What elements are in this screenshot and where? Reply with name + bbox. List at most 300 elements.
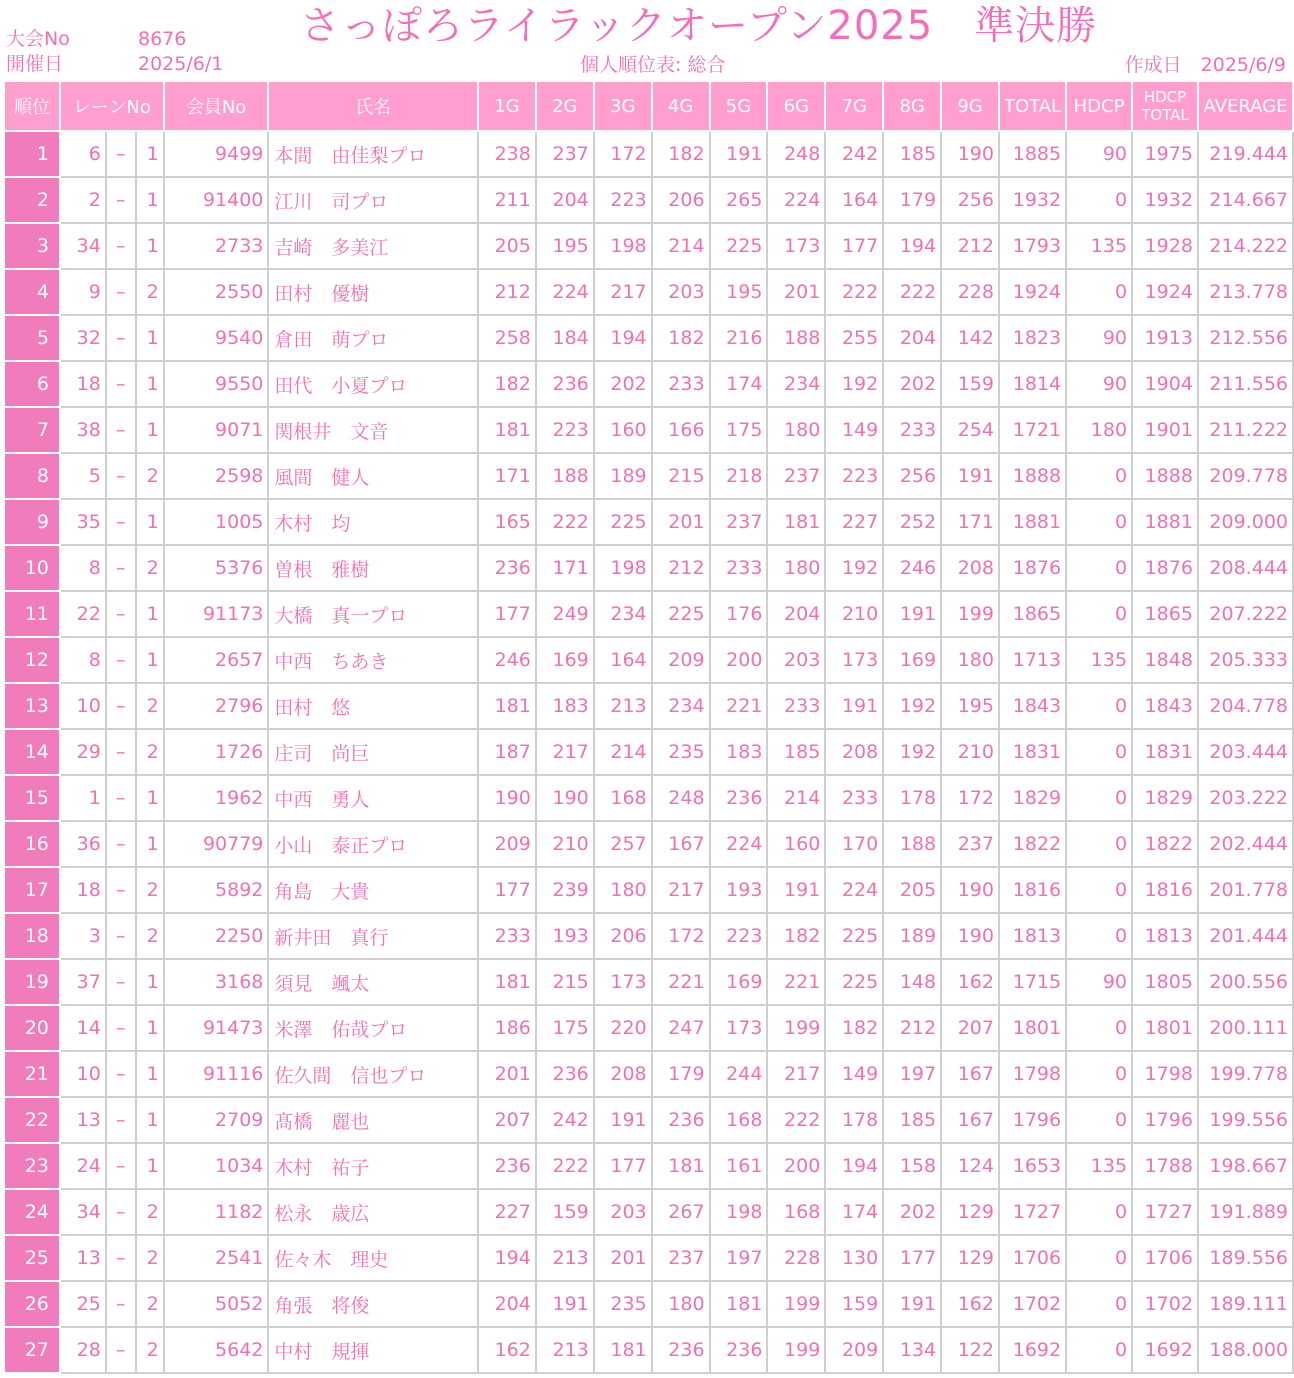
game-9-score-cell: 190	[941, 131, 999, 177]
game-7-score-cell: 192	[825, 545, 883, 591]
total-cell: 1865	[999, 591, 1066, 637]
lane-separator: –	[106, 545, 136, 591]
rank-cell: 22	[4, 1097, 60, 1143]
game-2-score-cell: 236	[536, 1051, 594, 1097]
game-6-score-cell: 185	[767, 729, 825, 775]
lane-cell: 18	[60, 361, 106, 407]
lane-cell: 10	[60, 683, 106, 729]
lane-cell: 8	[60, 637, 106, 683]
total-cell: 1801	[999, 1005, 1066, 1051]
game-6-score-cell: 237	[767, 453, 825, 499]
game-8-score-cell: 246	[883, 545, 941, 591]
rank-cell: 8	[4, 453, 60, 499]
hdcp-cell: 0	[1066, 499, 1132, 545]
game-3-score-cell: 257	[594, 821, 652, 867]
total-cell: 1924	[999, 269, 1066, 315]
event-date: 2025/6/1	[138, 53, 224, 75]
game-2-score-cell: 210	[536, 821, 594, 867]
game-8-score-cell: 202	[883, 361, 941, 407]
rank-cell: 12	[4, 637, 60, 683]
lane-cell: 38	[60, 407, 106, 453]
game-5-score-cell: 216	[710, 315, 768, 361]
col-g9: 9G	[941, 81, 999, 131]
game-6-score-cell: 182	[767, 913, 825, 959]
lane-cell: 34	[60, 1189, 106, 1235]
lane-separator: –	[106, 223, 136, 269]
game-5-score-cell: 237	[710, 499, 768, 545]
game-5-score-cell: 244	[710, 1051, 768, 1097]
table-row	[4, 1005, 1293, 1051]
game-8-score-cell: 148	[883, 959, 941, 1005]
member-no-cell: 91400	[164, 177, 269, 223]
game-1-score-cell: 186	[478, 1005, 536, 1051]
game-4-score-cell: 180	[652, 1281, 710, 1327]
rank-cell: 27	[4, 1327, 60, 1373]
game-9-score-cell: 212	[941, 223, 999, 269]
game-8-score-cell: 194	[883, 223, 941, 269]
col-lane: レーンNo	[60, 81, 164, 131]
average-cell: 188.000	[1198, 1327, 1293, 1373]
average-cell: 201.778	[1198, 867, 1293, 913]
rank-cell: 20	[4, 1005, 60, 1051]
game-6-score-cell: 234	[767, 361, 825, 407]
game-6-score-cell: 199	[767, 1281, 825, 1327]
game-2-score-cell: 249	[536, 591, 594, 637]
player-name-cell: 木村 均	[268, 499, 478, 545]
hdcp-cell: 135	[1066, 1143, 1132, 1189]
game-1-score-cell: 177	[478, 867, 536, 913]
member-no-cell: 91473	[164, 1005, 269, 1051]
game-3-score-cell: 214	[594, 729, 652, 775]
game-1-score-cell: 165	[478, 499, 536, 545]
game-3-score-cell: 181	[594, 1327, 652, 1373]
hdcp-cell: 0	[1066, 821, 1132, 867]
game-6-score-cell: 180	[767, 545, 825, 591]
game-6-score-cell: 168	[767, 1189, 825, 1235]
average-cell: 207.222	[1198, 591, 1293, 637]
total-cell: 1793	[999, 223, 1066, 269]
hdcp-total-cell: 1788	[1132, 1143, 1198, 1189]
member-no-cell: 9540	[164, 315, 269, 361]
lane-separator: –	[106, 591, 136, 637]
game-1-score-cell: 181	[478, 959, 536, 1005]
rank-cell: 7	[4, 407, 60, 453]
game-7-score-cell: 174	[825, 1189, 883, 1235]
game-3-score-cell: 198	[594, 545, 652, 591]
game-4-score-cell: 214	[652, 223, 710, 269]
player-name-cell: 中西 勇人	[268, 775, 478, 821]
game-8-score-cell: 185	[883, 1097, 941, 1143]
game-9-score-cell: 237	[941, 821, 999, 867]
lane-separator: –	[106, 683, 136, 729]
game-5-score-cell: 183	[710, 729, 768, 775]
game-5-score-cell: 233	[710, 545, 768, 591]
game-8-score-cell: 191	[883, 1281, 941, 1327]
game-6-score-cell: 233	[767, 683, 825, 729]
game-4-score-cell: 181	[652, 1143, 710, 1189]
game-7-score-cell: 209	[825, 1327, 883, 1373]
average-cell: 204.778	[1198, 683, 1293, 729]
table-row	[4, 407, 1293, 453]
lane-cell: 22	[60, 591, 106, 637]
member-no-cell: 2550	[164, 269, 269, 315]
lane-position-cell: 1	[136, 315, 164, 361]
game-5-score-cell: 173	[710, 1005, 768, 1051]
game-3-score-cell: 168	[594, 775, 652, 821]
lane-position-cell: 1	[136, 1143, 164, 1189]
game-2-score-cell: 242	[536, 1097, 594, 1143]
game-7-score-cell: 233	[825, 775, 883, 821]
lane-cell: 35	[60, 499, 106, 545]
rank-cell: 11	[4, 591, 60, 637]
game-9-score-cell: 171	[941, 499, 999, 545]
member-no-cell: 2250	[164, 913, 269, 959]
game-3-score-cell: 223	[594, 177, 652, 223]
game-1-score-cell: 212	[478, 269, 536, 315]
game-9-score-cell: 254	[941, 407, 999, 453]
player-name-cell: 田村 優樹	[268, 269, 478, 315]
lane-separator: –	[106, 867, 136, 913]
game-3-score-cell: 180	[594, 867, 652, 913]
game-1-score-cell: 236	[478, 545, 536, 591]
lane-cell: 28	[60, 1327, 106, 1373]
lane-position-cell: 1	[136, 821, 164, 867]
player-name-cell: 角島 大貴	[268, 867, 478, 913]
game-1-score-cell: 236	[478, 1143, 536, 1189]
game-9-score-cell: 190	[941, 913, 999, 959]
lane-separator: –	[106, 821, 136, 867]
average-cell: 213.778	[1198, 269, 1293, 315]
hdcp-total-cell: 1822	[1132, 821, 1198, 867]
table-row	[4, 1097, 1293, 1143]
game-7-score-cell: 192	[825, 361, 883, 407]
average-cell: 189.111	[1198, 1281, 1293, 1327]
game-8-score-cell: 197	[883, 1051, 941, 1097]
average-cell: 209.778	[1198, 453, 1293, 499]
player-name-cell: 田代 小夏プロ	[268, 361, 478, 407]
lane-cell: 37	[60, 959, 106, 1005]
member-no-cell: 9499	[164, 131, 269, 177]
game-9-score-cell: 162	[941, 959, 999, 1005]
total-cell: 1798	[999, 1051, 1066, 1097]
game-3-score-cell: 172	[594, 131, 652, 177]
lane-separator: –	[106, 407, 136, 453]
hdcp-cell: 0	[1066, 1005, 1132, 1051]
rank-cell: 2	[4, 177, 60, 223]
game-2-score-cell: 236	[536, 361, 594, 407]
col-g5: 5G	[710, 81, 768, 131]
member-no-cell: 9550	[164, 361, 269, 407]
game-7-score-cell: 225	[825, 959, 883, 1005]
game-4-score-cell: 206	[652, 177, 710, 223]
total-cell: 1829	[999, 775, 1066, 821]
game-5-score-cell: 236	[710, 775, 768, 821]
lane-separator: –	[106, 913, 136, 959]
lane-position-cell: 1	[136, 1051, 164, 1097]
game-8-score-cell: 252	[883, 499, 941, 545]
game-9-score-cell: 195	[941, 683, 999, 729]
game-1-score-cell: 238	[478, 131, 536, 177]
rank-cell: 10	[4, 545, 60, 591]
lane-cell: 2	[60, 177, 106, 223]
total-cell: 1796	[999, 1097, 1066, 1143]
total-cell: 1653	[999, 1143, 1066, 1189]
member-no-cell: 2733	[164, 223, 269, 269]
game-9-score-cell: 180	[941, 637, 999, 683]
hdcp-total-cell: 1805	[1132, 959, 1198, 1005]
game-1-score-cell: 209	[478, 821, 536, 867]
game-9-score-cell: 210	[941, 729, 999, 775]
game-2-score-cell: 217	[536, 729, 594, 775]
hdcp-cell: 180	[1066, 407, 1132, 453]
rank-cell: 3	[4, 223, 60, 269]
player-name-cell: 風間 健人	[268, 453, 478, 499]
rank-cell: 4	[4, 269, 60, 315]
game-7-score-cell: 170	[825, 821, 883, 867]
game-3-score-cell: 177	[594, 1143, 652, 1189]
game-2-score-cell: 222	[536, 499, 594, 545]
rank-cell: 24	[4, 1189, 60, 1235]
game-3-score-cell: 164	[594, 637, 652, 683]
col-g4: 4G	[652, 81, 710, 131]
lane-position-cell: 2	[136, 1327, 164, 1373]
game-2-score-cell: 190	[536, 775, 594, 821]
game-3-score-cell: 217	[594, 269, 652, 315]
lane-cell: 14	[60, 1005, 106, 1051]
game-5-score-cell: 168	[710, 1097, 768, 1143]
hdcp-total-cell: 1913	[1132, 315, 1198, 361]
hdcp-cell: 0	[1066, 729, 1132, 775]
game-7-score-cell: 210	[825, 591, 883, 637]
hdcp-total-cell: 1796	[1132, 1097, 1198, 1143]
game-7-score-cell: 130	[825, 1235, 883, 1281]
game-2-score-cell: 175	[536, 1005, 594, 1051]
game-1-score-cell: 207	[478, 1097, 536, 1143]
rank-cell: 26	[4, 1281, 60, 1327]
game-2-score-cell: 169	[536, 637, 594, 683]
game-9-score-cell: 162	[941, 1281, 999, 1327]
player-name-cell: 松永 歳広	[268, 1189, 478, 1235]
game-2-score-cell: 213	[536, 1235, 594, 1281]
game-2-score-cell: 191	[536, 1281, 594, 1327]
col-average: AVERAGE	[1198, 81, 1293, 131]
average-cell: 214.667	[1198, 177, 1293, 223]
game-1-score-cell: 181	[478, 407, 536, 453]
total-cell: 1813	[999, 913, 1066, 959]
game-6-score-cell: 222	[767, 1097, 825, 1143]
game-5-score-cell: 236	[710, 1327, 768, 1373]
table-row	[4, 821, 1293, 867]
hdcp-total-cell: 1831	[1132, 729, 1198, 775]
player-name-cell: 曽根 雅樹	[268, 545, 478, 591]
game-7-score-cell: 222	[825, 269, 883, 315]
total-cell: 1843	[999, 683, 1066, 729]
player-name-cell: 髙橋 麗也	[268, 1097, 478, 1143]
date-line	[6, 53, 223, 75]
lane-cell: 24	[60, 1143, 106, 1189]
total-cell: 1881	[999, 499, 1066, 545]
game-6-score-cell: 204	[767, 591, 825, 637]
game-5-score-cell: 174	[710, 361, 768, 407]
game-6-score-cell: 160	[767, 821, 825, 867]
average-cell: 209.000	[1198, 499, 1293, 545]
lane-position-cell: 1	[136, 177, 164, 223]
player-name-cell: 新井田 真行	[268, 913, 478, 959]
game-1-score-cell: 177	[478, 591, 536, 637]
game-1-score-cell: 171	[478, 453, 536, 499]
lane-cell: 25	[60, 1281, 106, 1327]
game-6-score-cell: 181	[767, 499, 825, 545]
member-no-cell: 9071	[164, 407, 269, 453]
game-1-score-cell: 246	[478, 637, 536, 683]
lane-separator: –	[106, 959, 136, 1005]
lane-position-cell: 2	[136, 269, 164, 315]
total-cell: 1885	[999, 131, 1066, 177]
game-2-score-cell: 171	[536, 545, 594, 591]
member-no-cell: 1005	[164, 499, 269, 545]
game-5-score-cell: 175	[710, 407, 768, 453]
member-no-cell: 1962	[164, 775, 269, 821]
game-6-score-cell: 201	[767, 269, 825, 315]
rank-cell: 14	[4, 729, 60, 775]
hdcp-cell: 0	[1066, 545, 1132, 591]
player-name-cell: 本間 由佳梨プロ	[268, 131, 478, 177]
hdcp-cell: 0	[1066, 1097, 1132, 1143]
hdcp-cell: 135	[1066, 223, 1132, 269]
table-row	[4, 1327, 1293, 1373]
member-no-cell: 2796	[164, 683, 269, 729]
lane-cell: 8	[60, 545, 106, 591]
member-no-cell: 1726	[164, 729, 269, 775]
lane-cell: 13	[60, 1097, 106, 1143]
game-1-score-cell: 204	[478, 1281, 536, 1327]
game-3-score-cell: 194	[594, 315, 652, 361]
game-2-score-cell: 223	[536, 407, 594, 453]
game-1-score-cell: 227	[478, 1189, 536, 1235]
lane-position-cell: 2	[136, 683, 164, 729]
lane-cell: 29	[60, 729, 106, 775]
table-row	[4, 867, 1293, 913]
game-1-score-cell: 258	[478, 315, 536, 361]
game-1-score-cell: 187	[478, 729, 536, 775]
game-2-score-cell: 224	[536, 269, 594, 315]
average-cell: 212.556	[1198, 315, 1293, 361]
rank-cell: 21	[4, 1051, 60, 1097]
hdcp-cell: 90	[1066, 959, 1132, 1005]
game-4-score-cell: 236	[652, 1097, 710, 1143]
game-3-score-cell: 202	[594, 361, 652, 407]
col-name: 氏名	[268, 81, 478, 131]
game-1-score-cell: 201	[478, 1051, 536, 1097]
game-4-score-cell: 237	[652, 1235, 710, 1281]
hdcp-total-cell: 1801	[1132, 1005, 1198, 1051]
game-5-score-cell: 218	[710, 453, 768, 499]
average-cell: 219.444	[1198, 131, 1293, 177]
lane-separator: –	[106, 729, 136, 775]
game-3-score-cell: 234	[594, 591, 652, 637]
table-row	[4, 1051, 1293, 1097]
game-8-score-cell: 189	[883, 913, 941, 959]
lane-separator: –	[106, 1281, 136, 1327]
hdcp-cell: 0	[1066, 1051, 1132, 1097]
table-row	[4, 1281, 1293, 1327]
lane-position-cell: 1	[136, 223, 164, 269]
col-g7: 7G	[825, 81, 883, 131]
member-no-cell: 91116	[164, 1051, 269, 1097]
col-g2: 2G	[536, 81, 594, 131]
player-name-cell: 木村 祐子	[268, 1143, 478, 1189]
game-4-score-cell: 248	[652, 775, 710, 821]
lane-separator: –	[106, 453, 136, 499]
average-cell: 214.222	[1198, 223, 1293, 269]
hdcp-cell: 0	[1066, 913, 1132, 959]
game-4-score-cell: 203	[652, 269, 710, 315]
hdcp-cell: 0	[1066, 683, 1132, 729]
player-name-cell: 中村 規揮	[268, 1327, 478, 1373]
lane-separator: –	[106, 1097, 136, 1143]
game-7-score-cell: 255	[825, 315, 883, 361]
member-no-cell: 90779	[164, 821, 269, 867]
game-7-score-cell: 225	[825, 913, 883, 959]
game-7-score-cell: 227	[825, 499, 883, 545]
game-9-score-cell: 122	[941, 1327, 999, 1373]
lane-position-cell: 1	[136, 407, 164, 453]
player-name-cell: 佐久間 信也プロ	[268, 1051, 478, 1097]
table-row	[4, 1143, 1293, 1189]
game-6-score-cell: 221	[767, 959, 825, 1005]
game-8-score-cell: 192	[883, 729, 941, 775]
lane-cell: 1	[60, 775, 106, 821]
game-6-score-cell: 203	[767, 637, 825, 683]
member-no-cell: 1182	[164, 1189, 269, 1235]
table-row	[4, 1235, 1293, 1281]
lane-position-cell: 1	[136, 361, 164, 407]
hdcp-total-cell: 1702	[1132, 1281, 1198, 1327]
game-7-score-cell: 149	[825, 407, 883, 453]
game-4-score-cell: 225	[652, 591, 710, 637]
total-cell: 1932	[999, 177, 1066, 223]
tournament-no-line	[6, 28, 186, 50]
game-5-score-cell: 161	[710, 1143, 768, 1189]
average-cell: 211.222	[1198, 407, 1293, 453]
game-4-score-cell: 172	[652, 913, 710, 959]
game-5-score-cell: 193	[710, 867, 768, 913]
game-7-score-cell: 177	[825, 223, 883, 269]
game-3-score-cell: 225	[594, 499, 652, 545]
table-row	[4, 131, 1293, 177]
game-7-score-cell: 208	[825, 729, 883, 775]
game-8-score-cell: 222	[883, 269, 941, 315]
game-9-score-cell: 172	[941, 775, 999, 821]
game-4-score-cell: 236	[652, 1327, 710, 1373]
col-g3: 3G	[594, 81, 652, 131]
lane-separator: –	[106, 315, 136, 361]
game-7-score-cell: 224	[825, 867, 883, 913]
lane-cell: 5	[60, 453, 106, 499]
lane-cell: 9	[60, 269, 106, 315]
game-6-score-cell: 224	[767, 177, 825, 223]
game-2-score-cell: 184	[536, 315, 594, 361]
hdcp-cell: 0	[1066, 269, 1132, 315]
game-2-score-cell: 195	[536, 223, 594, 269]
game-8-score-cell: 212	[883, 1005, 941, 1051]
table-row	[4, 913, 1293, 959]
rank-cell: 9	[4, 499, 60, 545]
hdcp-total-cell: 1932	[1132, 177, 1198, 223]
table-row	[4, 959, 1293, 1005]
game-4-score-cell: 217	[652, 867, 710, 913]
hdcp-total-cell: 1816	[1132, 867, 1198, 913]
